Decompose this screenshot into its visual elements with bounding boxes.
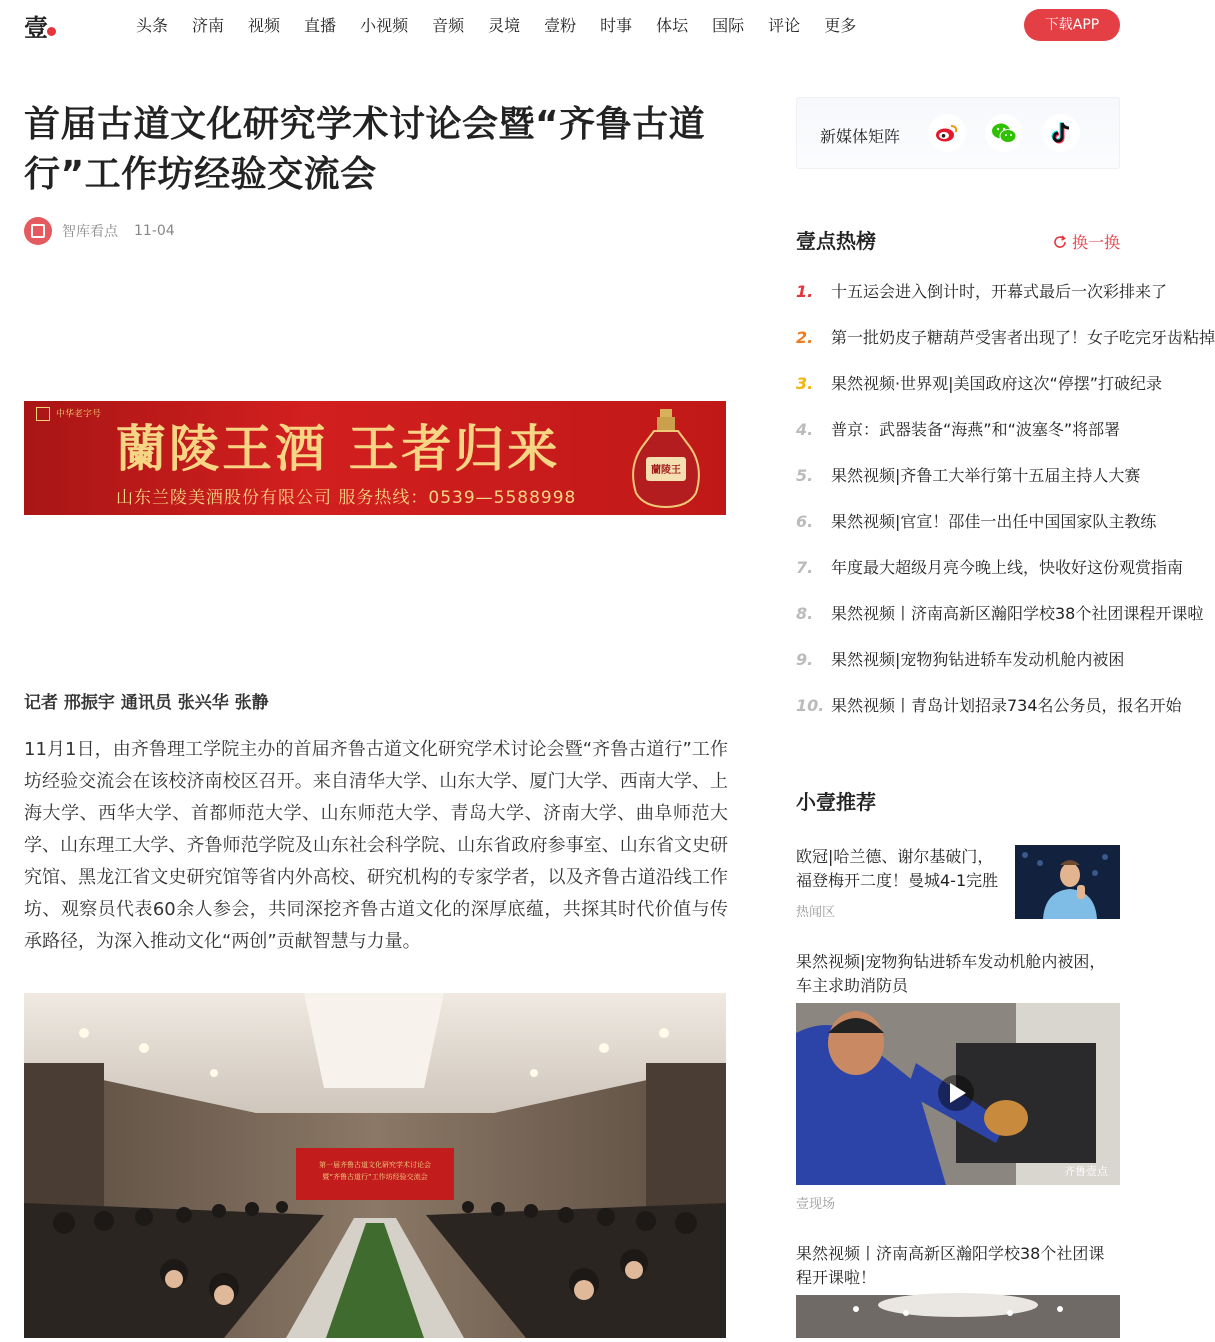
top-navigation-bar	[0, 0, 1146, 52]
nav-item-jinan[interactable]: 济南	[192, 16, 225, 35]
hot-list-text: 普京：武器装备“海燕”和“波塞冬”将部署	[831, 420, 1121, 439]
logo-dot-icon	[47, 27, 56, 36]
weibo-icon[interactable]	[928, 114, 966, 152]
nav-item-live[interactable]: 直播	[304, 16, 337, 35]
hot-list-item[interactable]	[796, 326, 1215, 372]
hot-list-rank: 4.	[796, 420, 814, 439]
ad-brand-mark: 中华老字号	[36, 407, 102, 441]
hot-list-rank: 3.	[796, 374, 814, 393]
hot-list-rank: 7.	[796, 558, 814, 577]
article-paragraph: 11月1日，由齐鲁理工学院主办的首届齐鲁古道文化研究学术讨论会暨“齐鲁古道行”工作坊经验交流会在该校济南校区召开。来自清华大学、山东大学、厦门大学、西南大学、上海大学、西华大学、首都师范大学、山东师范大学、青岛大学、济南大学、曲阜师范大学、山东理工大学、齐鲁师范学院及山东社会科学院、山东省政府参事室、山东省文史研究馆、黑龙江省文史研究馆等省内外高校、研究机构的专家学者，以及齐鲁古道沿线工作坊、观察员代表60余人参会，共同深挖齐鲁古道文化的深厚底蕴，共探其时代价值与传承路径，为深入推动文化“两创”贡献智慧与力量。	[24, 739, 728, 952]
nav-item-current-affairs[interactable]: 时事	[600, 16, 633, 35]
download-app-button[interactable]: 下载APP	[1024, 9, 1120, 41]
conference-photo[interactable]	[24, 993, 726, 1338]
nav-item-headlines[interactable]: 头条	[136, 16, 169, 35]
recommend-item-title: 欧冠|哈兰德、谢尔基破门，福登梅开二度！曼城4-1完胜	[796, 847, 999, 890]
advertisement-banner[interactable]	[24, 401, 726, 515]
recommend-item-dog-title[interactable]: 果然视频|宠物狗钻进轿车发动机舱内被困，车主求助消防员	[796, 952, 1106, 995]
hot-list-item[interactable]	[796, 556, 1184, 602]
hot-list-text: 十五运会进入倒计时，开幕式最后一次彩排来了	[831, 282, 1168, 301]
hot-list-text: 果然视频|宠物狗钻进轿车发动机舱内被困	[831, 650, 1125, 669]
article-header	[24, 100, 726, 240]
nav-item-fans[interactable]: 壹粉	[544, 16, 577, 35]
hot-list-rank: 5.	[796, 466, 814, 485]
hot-list-item[interactable]	[796, 510, 1157, 556]
article-title: 首届古道文化研究学术讨论会暨“齐鲁古道行”工作坊经验交流会	[24, 104, 706, 195]
media-matrix-panel	[796, 97, 1120, 169]
nav-item-sports[interactable]: 体坛	[656, 16, 689, 35]
hot-list-title: 壹点热榜	[796, 229, 876, 253]
svg-text:蘭陵王: 蘭陵王	[651, 465, 681, 476]
author-logo-icon	[31, 224, 45, 238]
hot-list-rank: 9.	[796, 650, 814, 669]
ad-slogan: 蘭陵王酒 王者归来	[116, 419, 561, 478]
hot-list-item[interactable]	[796, 280, 1168, 326]
refresh-label: 换一换	[1071, 233, 1120, 252]
svg-text:齐鲁壹点: 齐鲁壹点	[1064, 1165, 1108, 1178]
author-name[interactable]: 智库看点	[62, 224, 118, 240]
douyin-icon[interactable]	[1042, 114, 1080, 152]
hot-list-item[interactable]	[796, 464, 1141, 510]
recommend-item-thumbnail	[1015, 845, 1120, 919]
hot-list-rank: 2.	[796, 328, 814, 347]
nav-item-audio[interactable]: 音频	[432, 16, 465, 35]
recommend-item-soccer[interactable]	[796, 845, 1120, 919]
recommend-item-school-title[interactable]: 果然视频丨济南高新区瀚阳学校38个社团课程开课啦！	[796, 1244, 1105, 1287]
logo-text: 壹	[24, 12, 46, 42]
hot-list-text: 果然视频·世界观|美国政府这次“停摆”打破纪录	[831, 374, 1163, 393]
hot-list-item[interactable]	[796, 694, 1182, 740]
hot-list-text: 果然视频|官宣！邵佳一出任中国国家队主教练	[831, 512, 1157, 531]
hot-list-item[interactable]	[796, 602, 1204, 648]
recommend-item-dog-video[interactable]	[796, 1003, 1120, 1185]
ad-seal-icon	[36, 407, 50, 421]
recommend-item-dog-source: 壹现场	[796, 1197, 836, 1212]
hot-list-rank: 10.	[796, 696, 825, 715]
ad-company-line: 山东兰陵美酒股份有限公司 服务热线：0539—5588998	[116, 488, 577, 508]
svg-text:暨“齐鲁古道行”工作坊经验交流会: 暨“齐鲁古道行”工作坊经验交流会	[322, 1173, 428, 1181]
hot-list	[796, 280, 1215, 740]
recommend-item-school-image[interactable]	[796, 1295, 1120, 1338]
wechat-icon[interactable]	[985, 114, 1023, 152]
hot-list-item[interactable]	[796, 418, 1120, 464]
channel-nav	[124, 14, 868, 38]
nav-item-comment[interactable]: 评论	[768, 16, 801, 35]
hot-list-text: 果然视频|齐鲁工大举行第十五届主持人大赛	[831, 466, 1141, 485]
author-avatar[interactable]	[24, 217, 52, 245]
conference-room-illustration	[24, 993, 726, 1338]
nav-item-lingjing[interactable]: 灵境	[488, 16, 521, 35]
article-byline: 记者 邢振宇 通讯员 张兴华 张静	[24, 693, 269, 713]
publish-date: 11-04	[134, 223, 175, 239]
nav-item-more[interactable]: 更多	[824, 16, 857, 35]
hot-list-text: 果然视频丨青岛计划招录734名公务员，报名开始	[831, 696, 1182, 715]
hot-list-rank: 1.	[796, 282, 814, 301]
svg-text:第一届齐鲁古道文化研究学术讨论会: 第一届齐鲁古道文化研究学术讨论会	[319, 1161, 431, 1169]
hot-list-item[interactable]	[796, 372, 1163, 418]
hot-list-text: 第一批奶皮子糖葫芦受害者出现了！女子吃完牙齿粘掉	[831, 328, 1215, 347]
article-meta	[24, 217, 175, 245]
refresh-icon	[1052, 234, 1068, 250]
recommend-title: 小壹推荐	[796, 790, 876, 814]
site-logo[interactable]	[24, 10, 76, 40]
wine-bottle-icon	[624, 407, 708, 509]
hot-list-text: 果然视频丨济南高新区瀚阳学校38个社团课程开课啦	[831, 604, 1204, 623]
media-matrix-label: 新媒体矩阵	[820, 127, 901, 146]
nav-item-short-video[interactable]: 小视频	[360, 16, 409, 35]
hot-list-rank: 6.	[796, 512, 814, 531]
recommend-item-source: 热闻区	[796, 905, 836, 920]
hot-list-header	[796, 228, 1120, 254]
hot-list-rank: 8.	[796, 604, 814, 623]
hot-list-item[interactable]	[796, 648, 1125, 694]
refresh-button[interactable]	[1052, 230, 1120, 253]
hot-list-text: 年度最大超级月亮今晚上线，快收好这份观赏指南	[831, 558, 1184, 577]
nav-item-video[interactable]: 视频	[248, 16, 281, 35]
nav-item-international[interactable]: 国际	[712, 16, 745, 35]
